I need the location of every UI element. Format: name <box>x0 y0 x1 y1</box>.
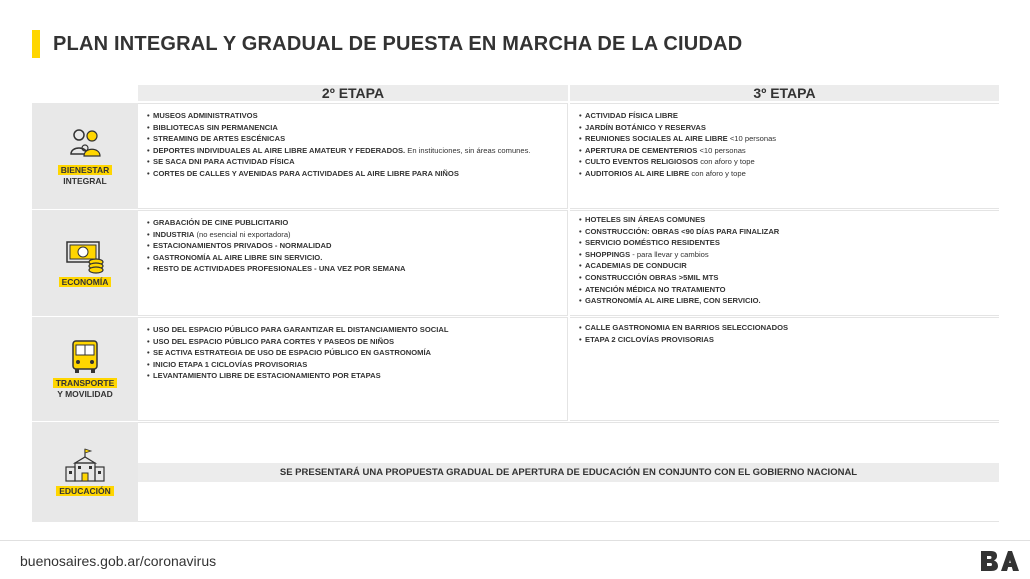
page-title: PLAN INTEGRAL Y GRADUAL DE PUESTA EN MARCHA DE LA CIUDAD <box>53 33 743 55</box>
list-item: • GRABACIÓN DE CINE PUBLICITARIO <box>147 217 559 229</box>
category-label <box>53 378 118 400</box>
category-label-line-1: BIENESTAR <box>58 165 113 175</box>
bus-icon <box>63 339 107 375</box>
list-item: • REUNIONES SOCIALES AL AIRE LIBRE <10 personas <box>579 133 991 145</box>
list-item: • SE SACA DNI PARA ACTIVIDAD FÍSICA <box>147 156 559 168</box>
list-item: • USO DEL ESPACIO PÚBLICO PARA CORTES Y PASEOS DE NIÑOS <box>147 336 559 348</box>
stage-3-header: 3º ETAPA <box>570 85 999 101</box>
school-icon <box>63 447 107 483</box>
list-item: • SERVICIO DOMÉSTICO RESIDENTES <box>579 237 991 249</box>
stage-2-list <box>138 318 567 382</box>
list-item: • CULTO EVENTOS RELIGIOSOS con aforo y tope <box>579 156 991 168</box>
stage-3-cell <box>570 210 999 316</box>
stage-3-list <box>570 104 999 180</box>
ba-logo <box>979 549 1019 573</box>
list-item: • APERTURA DE CEMENTERIOS <10 personas <box>579 145 991 157</box>
list-item: • GASTRONOMÍA AL AIRE LIBRE, CON SERVICIO. <box>579 295 991 307</box>
list-item: • SHOPPINGS - para llevar y cambios <box>579 249 991 261</box>
stage-2-cell <box>138 317 568 421</box>
category-label <box>58 165 113 187</box>
list-item: • CONSTRUCCIÓN OBRAS >5MIL MTS <box>579 272 991 284</box>
category-label <box>56 486 113 497</box>
title-accent-bar <box>32 30 40 58</box>
category-label-line-1: ECONOMÍA <box>59 277 112 287</box>
stage-3-cell <box>570 317 999 421</box>
list-item: • MUSEOS ADMINISTRATIVOS <box>147 110 559 122</box>
list-item: • ACADEMIAS DE CONDUCIR <box>579 260 991 272</box>
list-item: • STREAMING DE ARTES ESCÉNICAS <box>147 133 559 145</box>
stage-3-list <box>570 318 999 345</box>
stage-2-cell <box>138 210 568 316</box>
category-cell <box>32 422 138 522</box>
list-item: • CALLE GASTRONOMIA EN BARRIOS SELECCIONADOS <box>579 322 991 334</box>
stage-2-list <box>138 104 567 180</box>
row-transporte <box>32 317 999 421</box>
list-item: • LEVANTAMIENTO LIBRE DE ESTACIONAMIENTO POR ETAPAS <box>147 370 559 382</box>
category-label-line-2: INTEGRAL <box>63 175 107 186</box>
row-bienestar <box>32 103 999 209</box>
list-item: • ACTIVIDAD FÍSICA LIBRE <box>579 110 991 122</box>
footer-divider <box>0 540 1030 541</box>
row-economia <box>32 210 999 316</box>
education-statement: SE PRESENTARÁ UNA PROPUESTA GRADUAL DE APERTURA DE EDUCACIÓN EN CONJUNTO CON EL GOBIERNO NACIONAL <box>138 463 999 482</box>
list-item: • JARDÍN BOTÁNICO Y RESERVAS <box>579 122 991 134</box>
list-item: • HOTELES SIN ÁREAS COMUNES <box>579 214 991 226</box>
list-item: • ESTACIONAMIENTOS PRIVADOS - NORMALIDAD <box>147 240 559 252</box>
list-item: • USO DEL ESPACIO PÚBLICO PARA GARANTIZAR EL DISTANCIAMIENTO SOCIAL <box>147 324 559 336</box>
list-item: • ETAPA 2 CICLOVÍAS PROVISORIAS <box>579 334 991 346</box>
education-cell <box>138 422 999 522</box>
list-item: • GASTRONOMÍA AL AIRE LIBRE SIN SERVICIO. <box>147 252 559 264</box>
row-educacion <box>32 422 999 522</box>
list-item: • INICIO ETAPA 1 CICLOVÍAS PROVISORIAS <box>147 359 559 371</box>
stage-2-header: 2º ETAPA <box>138 85 568 101</box>
list-item: • DEPORTES INDIVIDUALES AL AIRE LIBRE AMATEUR Y FEDERADOS. En instituciones, sin áreas comunes. <box>147 145 559 157</box>
list-item: • BIBLIOTECAS SIN PERMANENCIA <box>147 122 559 134</box>
list-item: • CONSTRUCCIÓN: OBRAS <90 DÍAS PARA FINALIZAR <box>579 226 991 238</box>
stage-3-list <box>570 211 999 307</box>
stage-3-cell <box>570 103 999 209</box>
list-item: • CORTES DE CALLES Y AVENIDAS PARA ACTIVIDADES AL AIRE LIBRE PARA NIÑOS <box>147 168 559 180</box>
category-label <box>59 277 112 288</box>
category-label-line-1: TRANSPORTE <box>53 378 118 388</box>
category-cell <box>32 317 138 421</box>
list-item: • ATENCIÓN MÉDICA NO TRATAMIENTO <box>579 284 991 296</box>
category-cell <box>32 210 138 316</box>
footer-url: buenosaires.gob.ar/coronavirus <box>20 553 217 569</box>
stage-2-cell <box>138 103 568 209</box>
list-item: • RESTO DE ACTIVIDADES PROFESIONALES - UNA VEZ POR SEMANA <box>147 263 559 275</box>
list-item: • AUDITORIOS AL AIRE LIBRE con aforo y tope <box>579 168 991 180</box>
money-icon <box>63 238 107 274</box>
list-item: • INDUSTRIA (no esencial ni exportadora) <box>147 229 559 241</box>
list-item: • SE ACTIVA ESTRATEGIA DE USO DE ESPACIO PÚBLICO EN GASTRONOMÍA <box>147 347 559 359</box>
family-icon <box>63 126 107 162</box>
category-label-line-2: Y MOVILIDAD <box>57 388 113 399</box>
stage-2-list <box>138 211 567 275</box>
category-cell <box>32 103 138 209</box>
category-label-line-1: EDUCACIÓN <box>56 486 113 496</box>
